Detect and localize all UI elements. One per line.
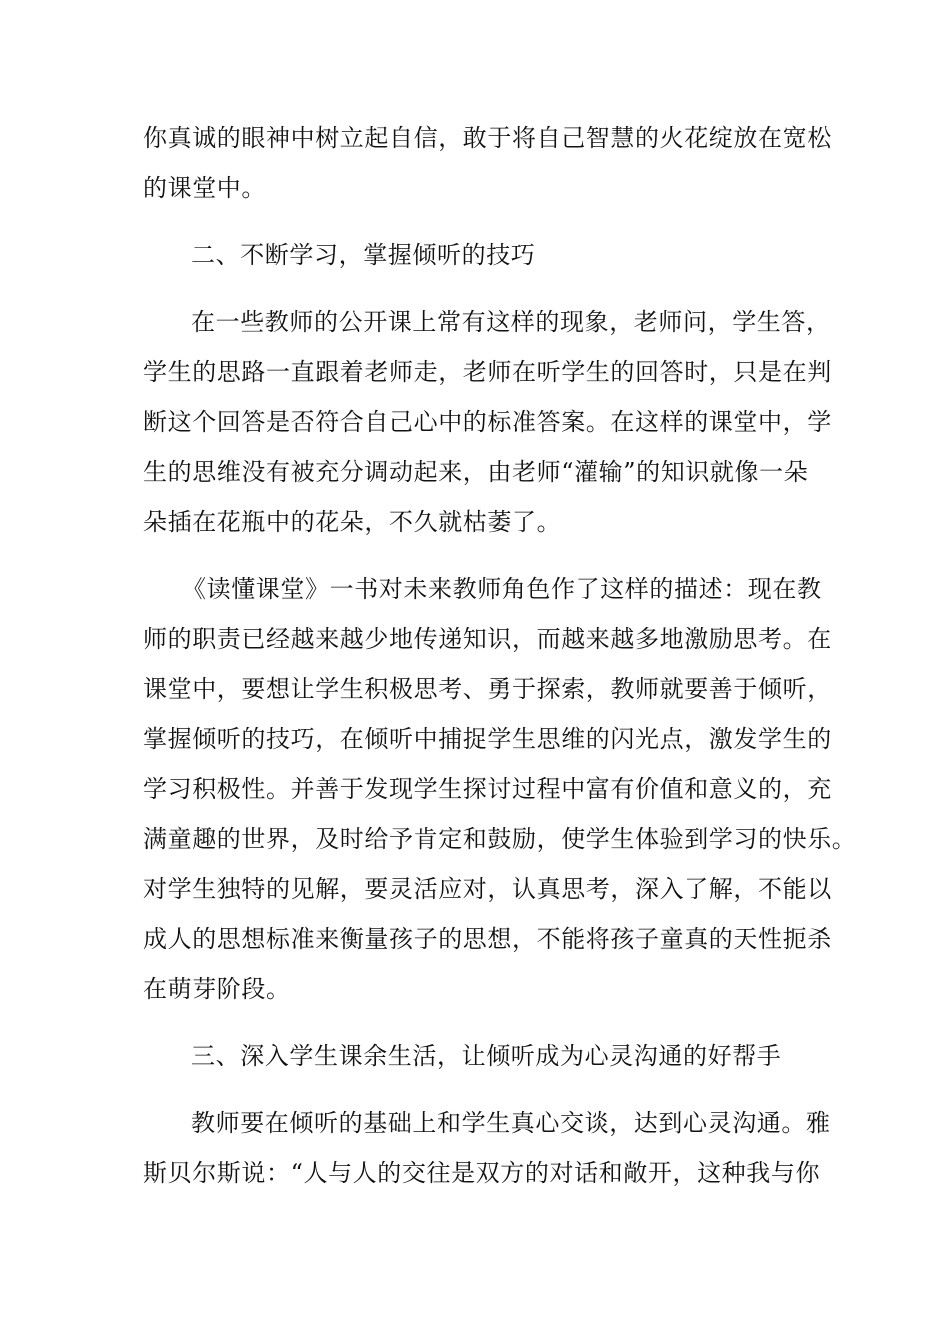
paragraph-line: 课堂中，要想让学生积极思考、勇于探索，教师就要善于倾听， [143,675,832,703]
paragraph-line: 你真诚的眼神中树立起自信，敢于将自己智慧的火花绽放在宽松 [143,124,832,152]
paragraph-line: 学生的思路一直跟着老师走，老师在听学生的回答时，只是在判 [143,358,832,386]
paragraph-line: 的课堂中。 [143,174,266,202]
paragraph-line: 学习积极性。并善于发现学生探讨过程中富有价值和意义的，充 [143,775,832,803]
paragraph-line: 成人的思想标准来衡量孩子的思想，不能将孩子童真的天性扼杀 [143,925,832,953]
paragraph-line: 师的职责已经越来越少地传递知识，而越来越多地激励思考。在 [143,625,832,653]
paragraph-line: 满童趣的世界，及时给予肯定和鼓励，使学生体验到学习的快乐。 [143,825,857,853]
paragraph-line: 朵插在花瓶中的花朵，不久就枯萎了。 [143,508,562,536]
paragraph-line: 《读懂课堂》一书对未来教师角色作了这样的描述：现在教 [182,575,822,603]
paragraph-line: 斯贝尔斯说：“人与人的交往是双方的对话和敞开，这种我与你 [143,1159,821,1187]
paragraph-line: 在萌芽阶段。 [143,975,291,1003]
paragraph-line: 生的思维没有被充分调动起来，由老师“灌输”的知识就像一朵 [143,458,809,486]
section-heading: 二、不断学习，掌握倾听的技巧 [191,241,536,269]
paragraph-line: 掌握倾听的技巧，在倾听中捕捉学生思维的闪光点，激发学生的 [143,725,832,753]
paragraph-line: 对学生独特的见解，要灵活应对，认真思考，深入了解，不能以 [143,875,832,903]
section-heading: 三、深入学生课余生活，让倾听成为心灵沟通的好帮手 [191,1042,782,1070]
paragraph-line: 教师要在倾听的基础上和学生真心交谈，达到心灵沟通。雅 [191,1109,831,1137]
paragraph-line: 断这个回答是否符合自己心中的标准答案。在这样的课堂中，学 [143,408,832,436]
paragraph-line: 在一些教师的公开课上常有这样的现象，老师问，学生答， [191,308,831,336]
